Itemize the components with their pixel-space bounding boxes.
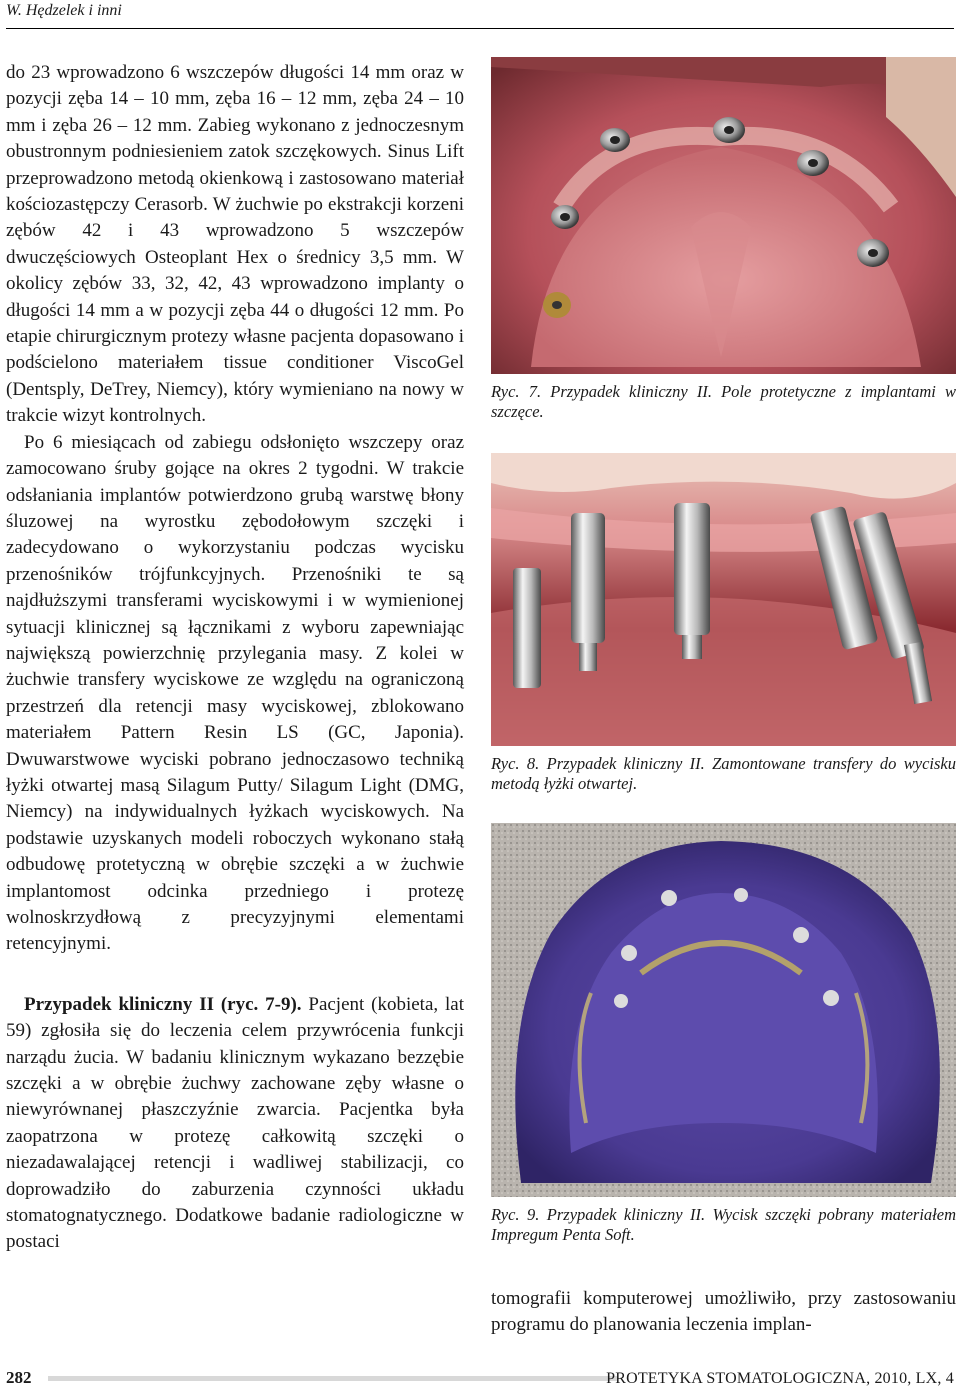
right-column-text bbox=[491, 1286, 956, 1339]
journal-name: PROTETYKA STOMATOLOGICZNA, 2010, LX, 4 bbox=[606, 1370, 954, 1387]
footer bbox=[6, 1366, 954, 1390]
running-head bbox=[6, 0, 954, 29]
figure-8-photo bbox=[491, 453, 956, 746]
figure-9-photo bbox=[491, 823, 956, 1197]
figure-9 bbox=[491, 823, 956, 1244]
page-number: 282 bbox=[6, 1368, 32, 1387]
case-lead: Przypadek kliniczny II (ryc. 7-9). bbox=[24, 993, 302, 1015]
figure-8 bbox=[491, 453, 956, 793]
right-paragraph: tomografii komputerowej umożliwiło, przy zastosowaniu programu do planowania leczenia implan- bbox=[491, 1288, 956, 1336]
figure-9-caption: Ryc. 9. Przypadek kliniczny II. Wycisk szczęki pobrany materiałem Impregum Penta Soft. bbox=[491, 1205, 956, 1244]
figure-8-caption: Ryc. 8. Przypadek kliniczny II. Zamontowane transfery do wycisku metodą łyżki otwartej. bbox=[491, 754, 956, 793]
case-text: Pacjent (kobieta, lat 59) zgłosiła się do leczenia celem przywrócenia funkcji narządu żucia. W badaniu klinicznym wykazano bezzębie szczęki a w obrębie żuchwy zachowane zęby własne o niewyrównanej płaszczyźnie zwarcia. Pacjentka była zaopatrzona w protezę całkowitą szczęki o niezadawalającej retencji i wadliwej stabilizacji, co doprowadziło do zaburzenia czynności układu stomatognatycznego. Dodatkowe badanie radiologiczne w postaci bbox=[6, 993, 464, 1253]
paragraph-2: Po 6 miesiącach od zabiegu odsłonięto wszczepy oraz zamocowano śruby gojące na okres 2 tygodni. W trakcie odsłaniania implantów potwierdzono grubą warstwę błony śluzowej na wyrostku zębodołowym szczęki i zadecydowano o wykorzystaniu podczas wycisku przenośników trójfunkcyjnych. Przenośniki te są najdłuższymi transferami wyciskowymi i w wymienionej sytuacji klinicznej są łącznikami z wyboru zapewniając największą powierzchnię przylegania masy. Z kolei w żuchwie transfery wyciskowe ze względu na ograniczoną przestrzeń dla retencji masy wyciskowej, zblokowano materiałem Pattern Resin LS (GC, Japonia). Dwuwarstwowe wyciski pobrano jednoczasowo techniką łyżki otwartej masą Silagum Putty/ Silagum Light (DMG, Niemcy) na indywidualnych łyżkach wyciskowych. Na podstawie uzyskanych modeli roboczych wykonano stałą odbudowę protetyczną w obrębie szczęki a w żuchwie implantomost odcinka przedniego i protezę wolnoskrzydłową z precyzyjnymi elementami retencyjnymi. bbox=[6, 431, 464, 955]
left-column bbox=[6, 60, 464, 1256]
case-paragraph bbox=[6, 992, 464, 1256]
figure-7 bbox=[491, 57, 956, 421]
footer-rule bbox=[48, 1376, 618, 1381]
paragraph-1: do 23 wprowadzono 6 wszczepów długości 14 mm oraz w pozycji zęba 14 – 10 mm, zęba 16 – 12 mm, zęba 24 – 10 mm i zęba 26 – 12 mm. Zabieg wykonano z jednoczesnym obustronnym podniesieniem zatok szczękowych. Sinus Lift przeprowadzono metodą okienkową i zastosowano materiał kościozastępczy Cerasorb. W żuchwie po ekstrakcji korzeni zębów 42 i 43 wprowadzono 5 wszczepów dwuczęściowych Osteoplant Hex o średnicy 3,5 mm. W okolicy zębów 33, 32, 42, 43 wprowadzono implanty o długości 14 mm a w pozycji zęba 44 o długości 12 mm. Po etapie chirurgicznym protezy własne pacjenta dopasowano i podścielono materiałem tissue conditioner ViscoGel (Dentsply, DeTrey, Niemcy), który wymieniano na nowy w trakcie wizyt kontrolnych. bbox=[6, 62, 464, 427]
running-head-text: W. Hędzelek i inni bbox=[6, 2, 122, 19]
figure-7-caption: Ryc. 7. Przypadek kliniczny II. Pole protetyczne z implantami w szczęce. bbox=[491, 382, 956, 421]
figure-7-photo bbox=[491, 57, 956, 374]
